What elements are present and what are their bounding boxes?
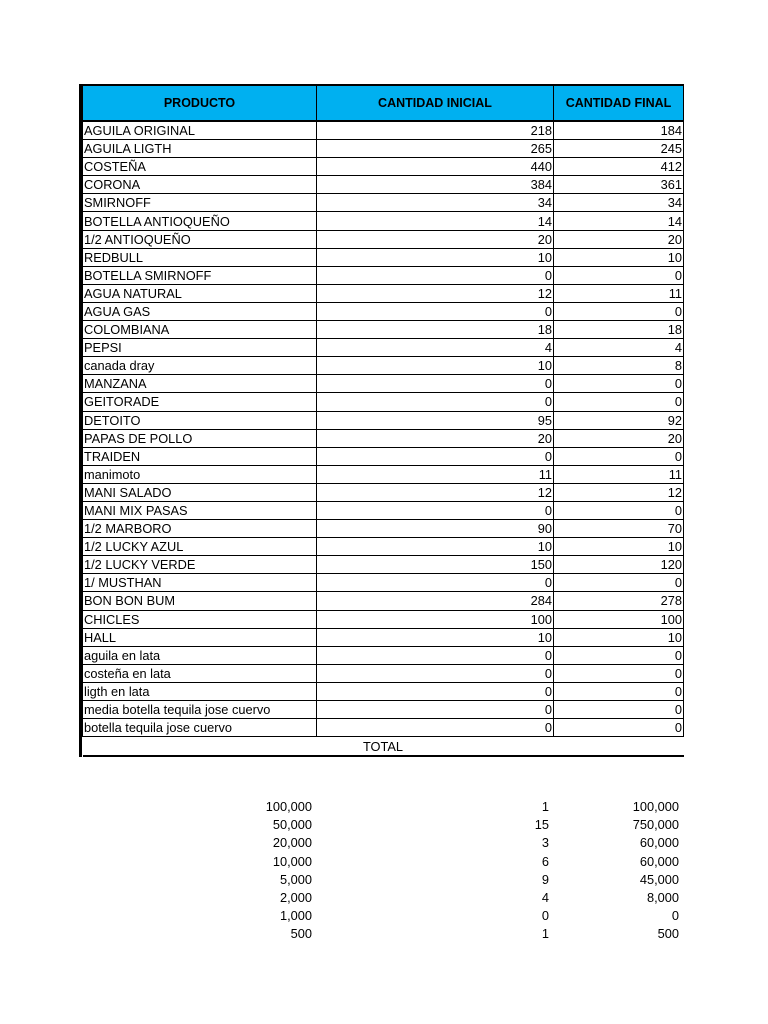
product-name-cell[interactable]: REDBULL	[83, 248, 317, 266]
cantidad-final-cell[interactable]: 11	[554, 465, 684, 483]
table-row	[83, 682, 684, 700]
cantidad-inicial-cell[interactable]: 150	[317, 556, 554, 574]
cantidad-inicial-cell[interactable]: 4	[317, 339, 554, 357]
cantidad-final-cell[interactable]: 10	[554, 538, 684, 556]
cantidad-final-cell[interactable]: 92	[554, 411, 684, 429]
cantidad-inicial-cell[interactable]: 0	[317, 393, 554, 411]
cantidad-final-cell[interactable]: 0	[554, 646, 684, 664]
cantidad-inicial-cell[interactable]: 265	[317, 140, 554, 158]
table-row	[83, 375, 684, 393]
amount-cell[interactable]: 8,000	[646, 890, 679, 906]
amount-cell[interactable]: 750,000	[632, 817, 679, 833]
cantidad-final-cell[interactable]: 70	[554, 520, 684, 538]
product-name-cell[interactable]: DETOITO	[83, 411, 317, 429]
table-row	[83, 230, 684, 248]
cantidad-final-cell[interactable]: 10	[554, 628, 684, 646]
product-name-cell[interactable]: 1/2 ANTIOQUEÑO	[83, 230, 317, 248]
table-row	[83, 447, 684, 465]
cantidad-inicial-cell[interactable]: 14	[317, 212, 554, 230]
table-row	[83, 556, 684, 574]
product-name-cell[interactable]: GEITORADE	[83, 393, 317, 411]
denomination-cell[interactable]: 10,000	[272, 853, 312, 869]
cantidad-final-cell[interactable]: 100	[554, 610, 684, 628]
cantidad-inicial-cell[interactable]: 0	[317, 266, 554, 284]
cantidad-final-cell[interactable]: 0	[554, 719, 684, 737]
denomination-cell[interactable]: 2,000	[279, 890, 312, 906]
denomination-cell[interactable]: 50,000	[272, 817, 312, 833]
cantidad-final-cell[interactable]: 0	[554, 302, 684, 320]
header-cantidad-final[interactable]: CANTIDAD FINAL	[554, 85, 684, 121]
cantidad-final-cell[interactable]: 20	[554, 230, 684, 248]
product-name-cell[interactable]: PAPAS DE POLLO	[83, 429, 317, 447]
cantidad-inicial-cell[interactable]: 20	[317, 230, 554, 248]
product-name-cell[interactable]: AGUA NATURAL	[83, 284, 317, 302]
quantity-cell[interactable]: 9	[541, 871, 549, 887]
cantidad-final-cell[interactable]: 0	[554, 501, 684, 519]
product-name-cell[interactable]: COSTEÑA	[83, 158, 317, 176]
cantidad-final-cell[interactable]: 0	[554, 447, 684, 465]
cantidad-inicial-cell[interactable]: 0	[317, 447, 554, 465]
table-row	[83, 538, 684, 556]
cantidad-inicial-cell[interactable]: 18	[317, 321, 554, 339]
cantidad-inicial-cell[interactable]: 0	[317, 375, 554, 393]
table-row	[83, 266, 684, 284]
cantidad-inicial-cell[interactable]: 384	[317, 176, 554, 194]
table-header-row	[83, 85, 684, 121]
cantidad-inicial-cell[interactable]: 10	[317, 628, 554, 646]
cantidad-inicial-cell[interactable]: 10	[317, 357, 554, 375]
cantidad-final-cell[interactable]: 0	[554, 701, 684, 719]
quantity-cell[interactable]: 1	[541, 926, 549, 942]
cash-row	[79, 816, 680, 834]
table-row	[83, 646, 684, 664]
product-name-cell[interactable]: botella tequila jose cuervo	[83, 719, 317, 737]
quantity-cell[interactable]: 4	[541, 890, 549, 906]
table-row	[83, 357, 684, 375]
quantity-cell[interactable]: 15	[534, 817, 549, 833]
table-row	[83, 248, 684, 266]
cash-count-table	[79, 798, 680, 944]
product-name-cell[interactable]: TRAIDEN	[83, 447, 317, 465]
cantidad-inicial-cell[interactable]: 12	[317, 284, 554, 302]
product-name-cell[interactable]: 1/ MUSTHAN	[83, 574, 317, 592]
denomination-cell[interactable]: 500	[290, 926, 312, 942]
cash-row	[79, 853, 680, 871]
cantidad-inicial-cell[interactable]: 20	[317, 429, 554, 447]
cantidad-final-cell[interactable]: 34	[554, 194, 684, 212]
product-name-cell[interactable]: CHICLES	[83, 610, 317, 628]
amount-cell[interactable]: 60,000	[639, 835, 679, 851]
cantidad-inicial-cell[interactable]: 100	[317, 610, 554, 628]
table-row	[83, 483, 684, 501]
cantidad-final-cell[interactable]: 10	[554, 248, 684, 266]
table-row	[83, 339, 684, 357]
product-name-cell[interactable]: PEPSI	[83, 339, 317, 357]
table-row	[83, 393, 684, 411]
cantidad-inicial-cell[interactable]: 95	[317, 411, 554, 429]
cantidad-inicial-cell[interactable]: 34	[317, 194, 554, 212]
product-name-cell[interactable]: aguila en lata	[83, 646, 317, 664]
cantidad-inicial-cell[interactable]: 284	[317, 592, 554, 610]
product-name-cell[interactable]: BON BON BUM	[83, 592, 317, 610]
cantidad-final-cell[interactable]: 12	[554, 483, 684, 501]
amount-cell[interactable]: 500	[657, 926, 679, 942]
table-row	[83, 628, 684, 646]
quantity-cell[interactable]: 1	[541, 799, 549, 815]
cantidad-final-cell[interactable]: 120	[554, 556, 684, 574]
cantidad-final-cell[interactable]: 278	[554, 592, 684, 610]
total-row	[83, 737, 684, 757]
cantidad-final-cell[interactable]: 0	[554, 664, 684, 682]
product-name-cell[interactable]: AGUILA ORIGINAL	[83, 121, 317, 140]
amount-cell[interactable]: 0	[671, 908, 679, 924]
table-row	[83, 664, 684, 682]
product-name-cell[interactable]: MANI SALADO	[83, 483, 317, 501]
table-row	[83, 411, 684, 429]
inventory-table-container	[79, 84, 683, 757]
cantidad-inicial-cell[interactable]: 0	[317, 701, 554, 719]
product-name-cell[interactable]: 1/2 LUCKY AZUL	[83, 538, 317, 556]
product-name-cell[interactable]: HALL	[83, 628, 317, 646]
cantidad-inicial-cell[interactable]: 0	[317, 501, 554, 519]
table-row	[83, 158, 684, 176]
table-row	[83, 194, 684, 212]
denomination-cell[interactable]: 100,000	[265, 799, 312, 815]
denomination-cell[interactable]: 20,000	[272, 835, 312, 851]
product-name-cell[interactable]: canada dray	[83, 357, 317, 375]
cantidad-final-cell[interactable]: 245	[554, 140, 684, 158]
cantidad-final-cell[interactable]: 11	[554, 284, 684, 302]
table-row	[83, 520, 684, 538]
product-name-cell[interactable]: media botella tequila jose cuervo	[83, 701, 317, 719]
inventory-table	[82, 84, 684, 757]
cantidad-inicial-cell[interactable]: 10	[317, 538, 554, 556]
cantidad-inicial-cell[interactable]: 10	[317, 248, 554, 266]
table-row	[83, 176, 684, 194]
cantidad-final-cell[interactable]: 20	[554, 429, 684, 447]
cantidad-inicial-cell[interactable]: 218	[317, 121, 554, 140]
header-cantidad-inicial[interactable]: CANTIDAD INICIAL	[317, 85, 554, 121]
cantidad-final-cell[interactable]: 0	[554, 375, 684, 393]
product-name-cell[interactable]: 1/2 MARBORO	[83, 520, 317, 538]
cantidad-inicial-cell[interactable]: 90	[317, 520, 554, 538]
cantidad-final-cell[interactable]: 184	[554, 121, 684, 140]
cantidad-final-cell[interactable]: 361	[554, 176, 684, 194]
cantidad-inicial-cell[interactable]: 0	[317, 719, 554, 737]
product-name-cell[interactable]: AGUA GAS	[83, 302, 317, 320]
cantidad-inicial-cell[interactable]: 0	[317, 302, 554, 320]
table-row	[83, 302, 684, 320]
cantidad-inicial-cell[interactable]: 0	[317, 646, 554, 664]
cantidad-final-cell[interactable]: 14	[554, 212, 684, 230]
cantidad-inicial-cell[interactable]: 440	[317, 158, 554, 176]
product-name-cell[interactable]: BOTELLA ANTIOQUEÑO	[83, 212, 317, 230]
cash-row	[79, 925, 680, 943]
cantidad-inicial-cell[interactable]: 0	[317, 664, 554, 682]
product-name-cell[interactable]: AGUILA LIGTH	[83, 140, 317, 158]
total-label[interactable]: TOTAL	[83, 737, 684, 757]
product-name-cell[interactable]: manimoto	[83, 465, 317, 483]
table-row	[83, 719, 684, 737]
table-row	[83, 284, 684, 302]
amount-cell[interactable]: 100,000	[632, 799, 679, 815]
table-row	[83, 140, 684, 158]
product-name-cell[interactable]: costeña en lata	[83, 664, 317, 682]
cash-row	[79, 834, 680, 852]
cantidad-inicial-cell[interactable]: 12	[317, 483, 554, 501]
product-name-cell[interactable]: ligth en lata	[83, 682, 317, 700]
denomination-cell[interactable]: 5,000	[279, 871, 312, 887]
cantidad-final-cell[interactable]: 0	[554, 574, 684, 592]
cantidad-final-cell[interactable]: 412	[554, 158, 684, 176]
table-row	[83, 465, 684, 483]
table-row	[83, 429, 684, 447]
cash-row	[79, 871, 680, 889]
cantidad-final-cell[interactable]: 0	[554, 393, 684, 411]
quantity-cell[interactable]: 3	[541, 835, 549, 851]
cantidad-final-cell[interactable]: 0	[554, 266, 684, 284]
amount-cell[interactable]: 45,000	[639, 871, 679, 887]
table-row	[83, 321, 684, 339]
product-name-cell[interactable]: MANI MIX PASAS	[83, 501, 317, 519]
product-name-cell[interactable]: CORONA	[83, 176, 317, 194]
cantidad-final-cell[interactable]: 18	[554, 321, 684, 339]
table-row	[83, 574, 684, 592]
table-row	[83, 701, 684, 719]
table-row	[83, 610, 684, 628]
cantidad-final-cell[interactable]: 4	[554, 339, 684, 357]
cantidad-inicial-cell[interactable]: 11	[317, 465, 554, 483]
table-row	[83, 212, 684, 230]
product-name-cell[interactable]: MANZANA	[83, 375, 317, 393]
cantidad-final-cell[interactable]: 8	[554, 357, 684, 375]
cantidad-final-cell[interactable]: 0	[554, 682, 684, 700]
header-producto[interactable]: PRODUCTO	[83, 85, 317, 121]
product-name-cell[interactable]: SMIRNOFF	[83, 194, 317, 212]
product-name-cell[interactable]: COLOMBIANA	[83, 321, 317, 339]
denomination-cell[interactable]: 1,000	[279, 908, 312, 924]
product-name-cell[interactable]: 1/2 LUCKY VERDE	[83, 556, 317, 574]
table-row	[83, 501, 684, 519]
quantity-cell[interactable]: 0	[541, 908, 549, 924]
quantity-cell[interactable]: 6	[541, 853, 549, 869]
cash-row	[79, 907, 680, 925]
table-row	[83, 592, 684, 610]
cantidad-inicial-cell[interactable]: 0	[317, 574, 554, 592]
cash-row	[79, 798, 680, 816]
product-name-cell[interactable]: BOTELLA SMIRNOFF	[83, 266, 317, 284]
amount-cell[interactable]: 60,000	[639, 853, 679, 869]
table-row	[83, 121, 684, 140]
cash-row	[79, 889, 680, 907]
cantidad-inicial-cell[interactable]: 0	[317, 682, 554, 700]
